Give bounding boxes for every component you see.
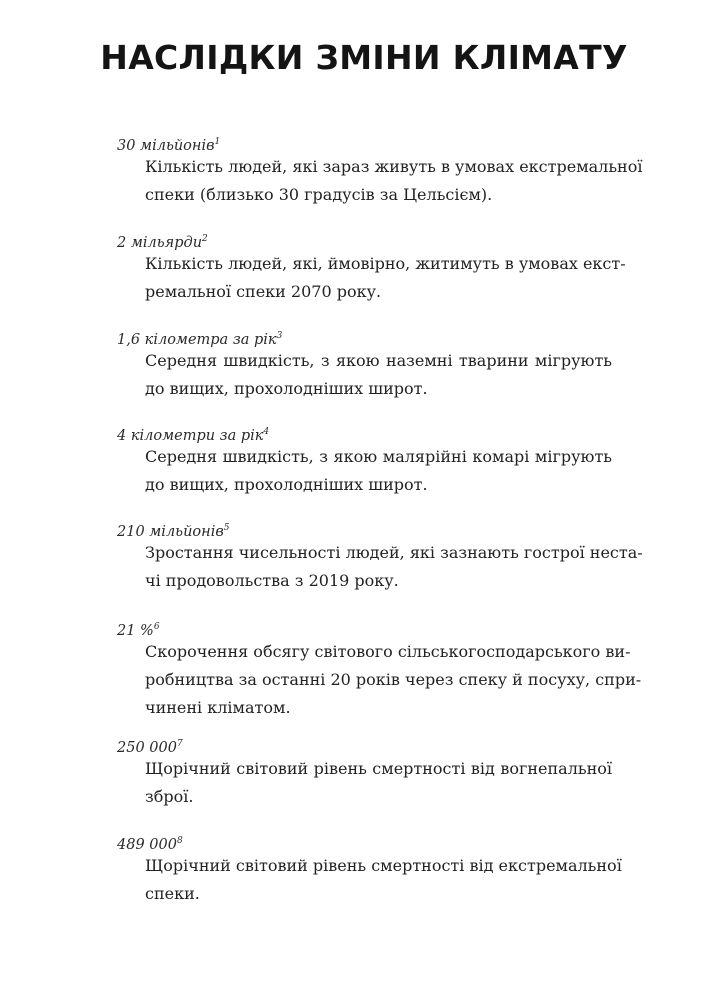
entry-description-line: зброї. — [145, 787, 194, 806]
list-item — [117, 616, 642, 722]
list-item — [117, 517, 643, 595]
entry-value: 4 кілометри за рік — [117, 427, 264, 444]
entry-description-line: робництва за останні 20 років через спеку й посуху, спри- — [145, 670, 642, 689]
entry-description-line: Щорічний світовий рівень смертності від екстремальної — [145, 856, 622, 875]
entry-value: 1,6 кілометра за рік — [117, 331, 277, 348]
entry-description-line: Кількість людей, які зараз живуть в умовах екстремальної — [145, 157, 643, 176]
footnote-ref: 8 — [176, 836, 183, 846]
footnote-ref: 7 — [176, 739, 183, 749]
entry-description-line: спеки (близько 30 градусів за Цельсієм). — [145, 185, 493, 204]
entry-value: 30 мільйонів — [117, 137, 215, 154]
entry-description-line: Скорочення обсягу світового сільськогосподарського ви- — [145, 642, 631, 661]
footnote-ref: 1 — [214, 137, 221, 147]
entry-description-line: Зростання чисельності людей, які зазнають гострої неста- — [145, 543, 643, 562]
entry-label — [117, 733, 617, 755]
entry-description-line: Середня швидкість, з якою наземні тварини мігрують — [145, 351, 612, 370]
footnote-ref: 3 — [276, 331, 283, 341]
entry-value: 210 мільйонів — [117, 523, 224, 540]
entry-description-line: чинені кліматом. — [145, 698, 291, 717]
list-item — [117, 421, 617, 499]
entry-description-line: до вищих, прохолодніших широт. — [145, 379, 428, 398]
footnote-ref: 2 — [202, 234, 208, 244]
entry-description-line: до вищих, прохолодніших широт. — [145, 475, 428, 494]
entry-label — [117, 517, 617, 539]
list-item — [117, 325, 617, 403]
entry-description-line: ремальної спеки 2070 року. — [145, 282, 382, 301]
list-item — [117, 733, 617, 811]
entry-value: 250 000 — [117, 739, 177, 756]
list-item — [117, 830, 622, 908]
page-title: НАСЛІДКИ ЗМІНИ КЛІМАТУ — [100, 38, 628, 77]
entry-label — [117, 616, 617, 638]
entry-label — [117, 131, 617, 153]
entry-value: 489 000 — [117, 836, 177, 853]
footnote-ref: 5 — [223, 523, 230, 533]
entry-label — [117, 830, 617, 852]
entry-description-line: спеки. — [145, 884, 200, 903]
list-item — [117, 228, 626, 306]
entry-value: 2 мільярди — [117, 234, 203, 251]
entry-label — [117, 228, 617, 250]
footnote-ref: 6 — [153, 622, 160, 632]
footnote-ref: 4 — [263, 427, 270, 437]
entry-description-line: Середня швидкість, з якою малярійні комарі мігрують — [145, 447, 612, 466]
entry-description-line: чі продовольства з 2019 року. — [145, 571, 399, 590]
list-item — [117, 131, 643, 209]
entry-description-line: Кількість людей, які, ймовірно, житимуть в умовах екст- — [145, 254, 626, 273]
entry-label — [117, 325, 617, 347]
entry-label — [117, 421, 617, 443]
entry-description-line: Щорічний світовий рівень смертності від вогнепальної — [145, 759, 612, 778]
entry-value: 21 % — [117, 622, 154, 639]
